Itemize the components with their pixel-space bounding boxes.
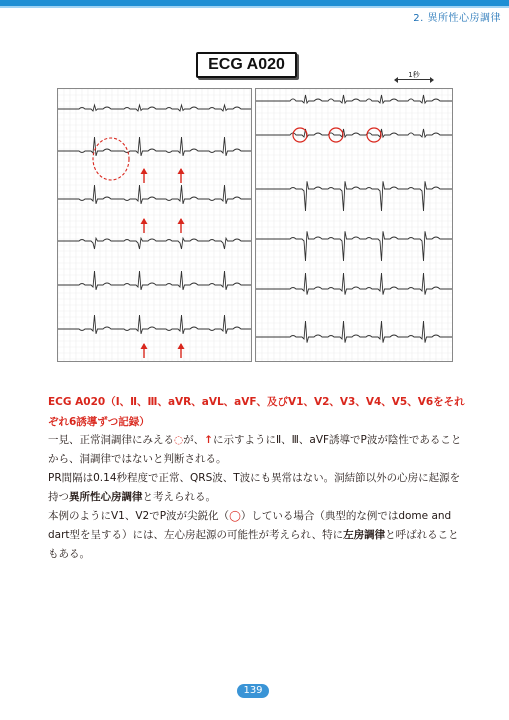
ecg-chest-trace [256,89,452,361]
time-scale-label: 1秒 [408,71,420,79]
circle-symbol: ◯ [229,510,241,522]
header-bar-light [0,6,509,8]
p2-bold-term: 異所性心房調律 [69,491,143,503]
ecg-limb-lead-4 [58,238,251,249]
p3-text-c: と呼ばれることもある。 [48,529,459,560]
arrow-up-icon: ↑ [204,434,213,446]
p1-text-b: が、 [183,434,205,446]
p1-text-c: に示すようにⅡ、Ⅲ、aVF誘導でP波が陰性であることから、洞調律ではないと判断される。 [48,434,462,465]
ecg-limb-lead-1 [58,105,251,111]
p3-bold-term: 左房調律 [343,529,386,541]
ecg-chest-lead-5 [256,273,452,295]
red-arrow-head-1 [141,168,148,174]
red-arrow-head-6 [178,343,185,349]
ecg-chest-lead-3 [256,181,452,211]
red-arrow-head-5 [141,343,148,349]
figure-caption: ECG A020（Ⅰ、Ⅱ、Ⅲ、aVR、aVL、aVF、及びV1、V2、V3、V4、V5、V6をそれぞれ6誘導ずつ記録） [48,396,465,428]
ecg-limb-lead-3 [58,185,251,204]
ecg-chest-lead-2 [256,129,452,137]
ecg-chest-lead-1 [256,95,452,103]
p1-text-a: 一見、正常洞調律にみえる [48,434,174,446]
section-title: 2. 異所性心房調律 [413,13,501,24]
p3-text-a: 本例のようにV1、V2でP波が尖鋭化（ [48,510,230,522]
ecg-limb-lead-2 [58,137,251,156]
time-scale [395,72,433,82]
paragraph-2 [48,469,468,507]
ecg-chest-lead-4 [256,231,452,261]
paragraph-1 [48,431,468,469]
paragraph-3 [48,507,468,564]
ecg-chest-lead-6 [256,321,452,343]
p2-text-b: と考えられる。 [142,491,216,503]
ecg-limb-lead-6 [58,315,251,334]
ecg-limb-leads [57,88,252,362]
p3-text-b: ）している場合（典型的な例ではdome and dart型を呈する）には、左心房起源の可能性が考えられ、特に [48,510,452,541]
p2-text-a: PR間隔は0.14秒程度で正常、QRS波、T波にも異常はない。洞結節以外の心房に起源を持つ [48,472,461,503]
time-scale-arrow [395,79,433,80]
ecg-chest-leads [255,88,453,362]
red-arrow-head-2 [178,168,185,174]
dashed-circle-marker [93,138,129,180]
figure-title: ECG A020 [196,52,297,78]
ecg-limb-trace [58,89,251,361]
page-number: 139 [237,684,269,698]
dashed-circle-symbol: ◌ [174,434,184,446]
